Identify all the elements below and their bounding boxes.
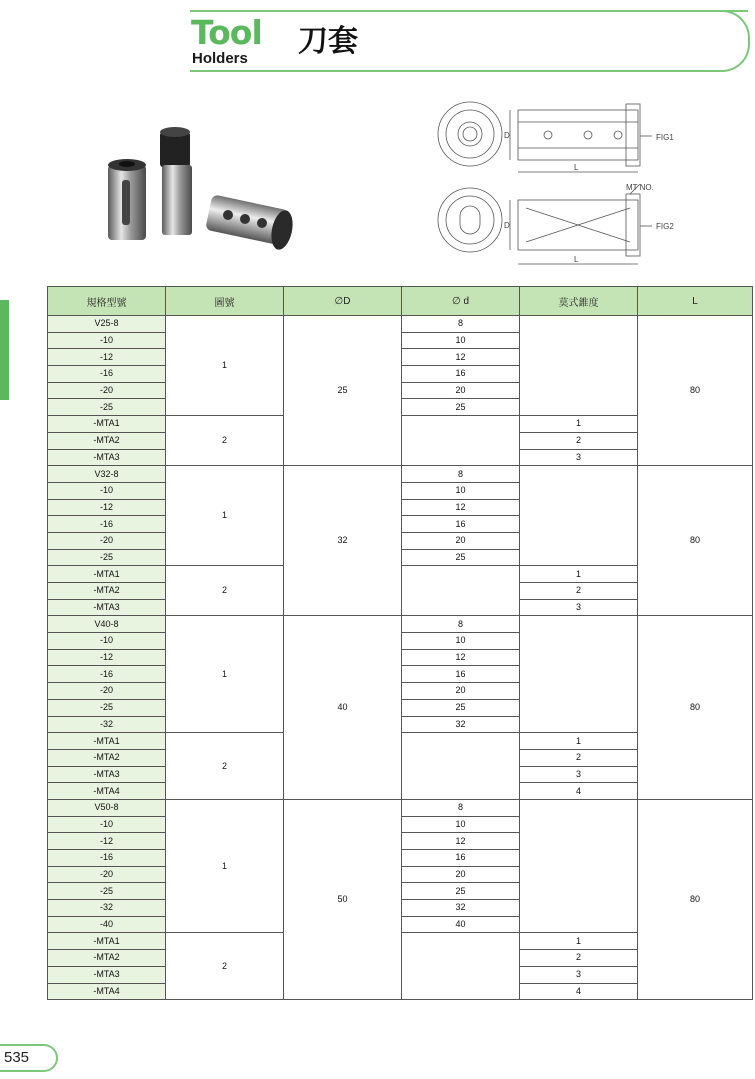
product-photo	[100, 120, 300, 260]
inner-diameter-cell: 25	[402, 883, 520, 900]
dim-d-label-fig2: D	[504, 221, 510, 230]
inner-diameter-cell: 32	[402, 716, 520, 733]
model-cell: -25	[48, 883, 166, 900]
inner-diameter-cell: 10	[402, 633, 520, 650]
header-frame	[190, 10, 750, 72]
page-number: 535	[4, 1049, 30, 1066]
fig1-label: FIG1	[656, 133, 674, 142]
morse-taper-cell: 3	[520, 449, 638, 466]
inner-diameter-cell: 8	[402, 616, 520, 633]
fig2-label: FIG2	[656, 222, 674, 231]
morse-taper-cell: 4	[520, 783, 638, 800]
col-header-figure: 圖號	[166, 287, 284, 316]
inner-diameter-cell: 12	[402, 833, 520, 850]
spec-table	[47, 286, 753, 1000]
inner-diameter-cell	[402, 416, 520, 466]
morse-taper-cell: 1	[520, 416, 638, 433]
model-cell: -25	[48, 549, 166, 566]
inner-diameter-cell: 12	[402, 349, 520, 366]
figure-cell: 1	[166, 466, 284, 566]
inner-diameter-cell: 32	[402, 900, 520, 917]
inner-diameter-cell: 12	[402, 649, 520, 666]
morse-taper-cell: 3	[520, 599, 638, 616]
model-cell: -MTA3	[48, 599, 166, 616]
inner-diameter-cell: 16	[402, 366, 520, 383]
morse-taper-cell: 1	[520, 733, 638, 750]
side-accent-bar	[0, 300, 9, 400]
model-cell: -MTA4	[48, 983, 166, 1000]
inner-diameter-cell: 25	[402, 399, 520, 416]
col-header-length: L	[638, 287, 753, 316]
model-cell: V25-8	[48, 316, 166, 333]
brand-holders: Holders	[192, 50, 248, 67]
figure-cell: 1	[166, 616, 284, 733]
figure-cell: 2	[166, 933, 284, 1000]
inner-diameter-cell: 10	[402, 332, 520, 349]
outer-diameter-cell: 25	[284, 316, 402, 466]
inner-diameter-cell: 12	[402, 499, 520, 516]
model-cell: -MTA3	[48, 449, 166, 466]
morse-taper-cell: 2	[520, 432, 638, 449]
inner-diameter-cell: 16	[402, 850, 520, 867]
inner-diameter-cell: 16	[402, 516, 520, 533]
model-cell: -16	[48, 366, 166, 383]
model-cell: -12	[48, 649, 166, 666]
morse-taper-cell	[520, 316, 638, 416]
morse-taper-cell: 3	[520, 966, 638, 983]
model-cell: -25	[48, 699, 166, 716]
inner-diameter-cell: 25	[402, 699, 520, 716]
morse-taper-cell: 1	[520, 933, 638, 950]
model-cell: -10	[48, 332, 166, 349]
inner-diameter-cell	[402, 733, 520, 800]
morse-taper-cell	[520, 616, 638, 733]
inner-diameter-cell: 40	[402, 916, 520, 933]
inner-diameter-cell: 8	[402, 466, 520, 483]
table-row	[48, 316, 753, 333]
table-header-row	[48, 287, 753, 316]
model-cell: -MTA1	[48, 566, 166, 583]
figure-cell: 1	[166, 316, 284, 416]
inner-diameter-cell	[402, 933, 520, 1000]
technical-drawing	[430, 96, 690, 276]
model-cell: -MTA2	[48, 583, 166, 600]
model-cell: -10	[48, 633, 166, 650]
length-cell: 80	[638, 316, 753, 466]
length-cell: 80	[638, 799, 753, 999]
morse-taper-cell: 2	[520, 950, 638, 967]
inner-diameter-cell: 10	[402, 816, 520, 833]
model-cell: -20	[48, 532, 166, 549]
model-cell: V50-8	[48, 799, 166, 816]
outer-diameter-cell: 32	[284, 466, 402, 616]
col-header-outer-diameter: ∅D	[284, 287, 402, 316]
inner-diameter-cell: 8	[402, 316, 520, 333]
model-cell: -MTA3	[48, 966, 166, 983]
inner-diameter-cell: 10	[402, 482, 520, 499]
mt-no-label: MT NO.	[626, 183, 654, 192]
model-cell: -25	[48, 399, 166, 416]
model-cell: -20	[48, 683, 166, 700]
morse-taper-cell: 3	[520, 766, 638, 783]
model-cell: -12	[48, 349, 166, 366]
model-cell: -MTA2	[48, 749, 166, 766]
model-cell: -16	[48, 850, 166, 867]
length-cell: 80	[638, 616, 753, 800]
model-cell: -MTA4	[48, 783, 166, 800]
inner-diameter-cell: 20	[402, 866, 520, 883]
outer-diameter-cell: 50	[284, 799, 402, 999]
table-row	[48, 799, 753, 816]
table-row	[48, 616, 753, 633]
model-cell: V32-8	[48, 466, 166, 483]
inner-diameter-cell: 20	[402, 532, 520, 549]
model-cell: V40-8	[48, 616, 166, 633]
morse-taper-cell	[520, 799, 638, 933]
length-cell: 80	[638, 466, 753, 616]
figure-cell: 2	[166, 566, 284, 616]
table-row	[48, 466, 753, 483]
model-cell: -MTA1	[48, 733, 166, 750]
model-cell: -16	[48, 516, 166, 533]
model-cell: -12	[48, 833, 166, 850]
inner-diameter-cell: 20	[402, 382, 520, 399]
page-title: 刀套	[298, 24, 358, 59]
morse-taper-cell: 2	[520, 583, 638, 600]
model-cell: -32	[48, 716, 166, 733]
figure-cell: 1	[166, 799, 284, 933]
model-cell: -20	[48, 866, 166, 883]
col-header-morse-taper: 莫式錐度	[520, 287, 638, 316]
inner-diameter-cell: 8	[402, 799, 520, 816]
model-cell: -MTA2	[48, 950, 166, 967]
inner-diameter-cell	[402, 566, 520, 616]
figure-cell: 2	[166, 416, 284, 466]
morse-taper-cell	[520, 466, 638, 566]
inner-diameter-cell: 16	[402, 666, 520, 683]
model-cell: -40	[48, 916, 166, 933]
model-cell: -12	[48, 499, 166, 516]
model-cell: -10	[48, 482, 166, 499]
col-header-model: 規格型號	[48, 287, 166, 316]
dim-l-label-fig1: L	[574, 163, 579, 172]
model-cell: -MTA1	[48, 933, 166, 950]
model-cell: -MTA2	[48, 432, 166, 449]
spec-table-body	[48, 316, 753, 1000]
figure-cell: 2	[166, 733, 284, 800]
model-cell: -MTA3	[48, 766, 166, 783]
model-cell: -32	[48, 900, 166, 917]
dim-l-label-fig2: L	[574, 255, 579, 264]
inner-diameter-cell: 20	[402, 683, 520, 700]
model-cell: -MTA1	[48, 416, 166, 433]
brand-tool: Tool	[191, 13, 262, 52]
model-cell: -16	[48, 666, 166, 683]
dim-d-label-fig1: D	[504, 131, 510, 140]
col-header-inner-diameter: ∅ d	[402, 287, 520, 316]
model-cell: -20	[48, 382, 166, 399]
outer-diameter-cell: 40	[284, 616, 402, 800]
inner-diameter-cell: 25	[402, 549, 520, 566]
morse-taper-cell: 4	[520, 983, 638, 1000]
morse-taper-cell: 1	[520, 566, 638, 583]
morse-taper-cell: 2	[520, 749, 638, 766]
model-cell: -10	[48, 816, 166, 833]
